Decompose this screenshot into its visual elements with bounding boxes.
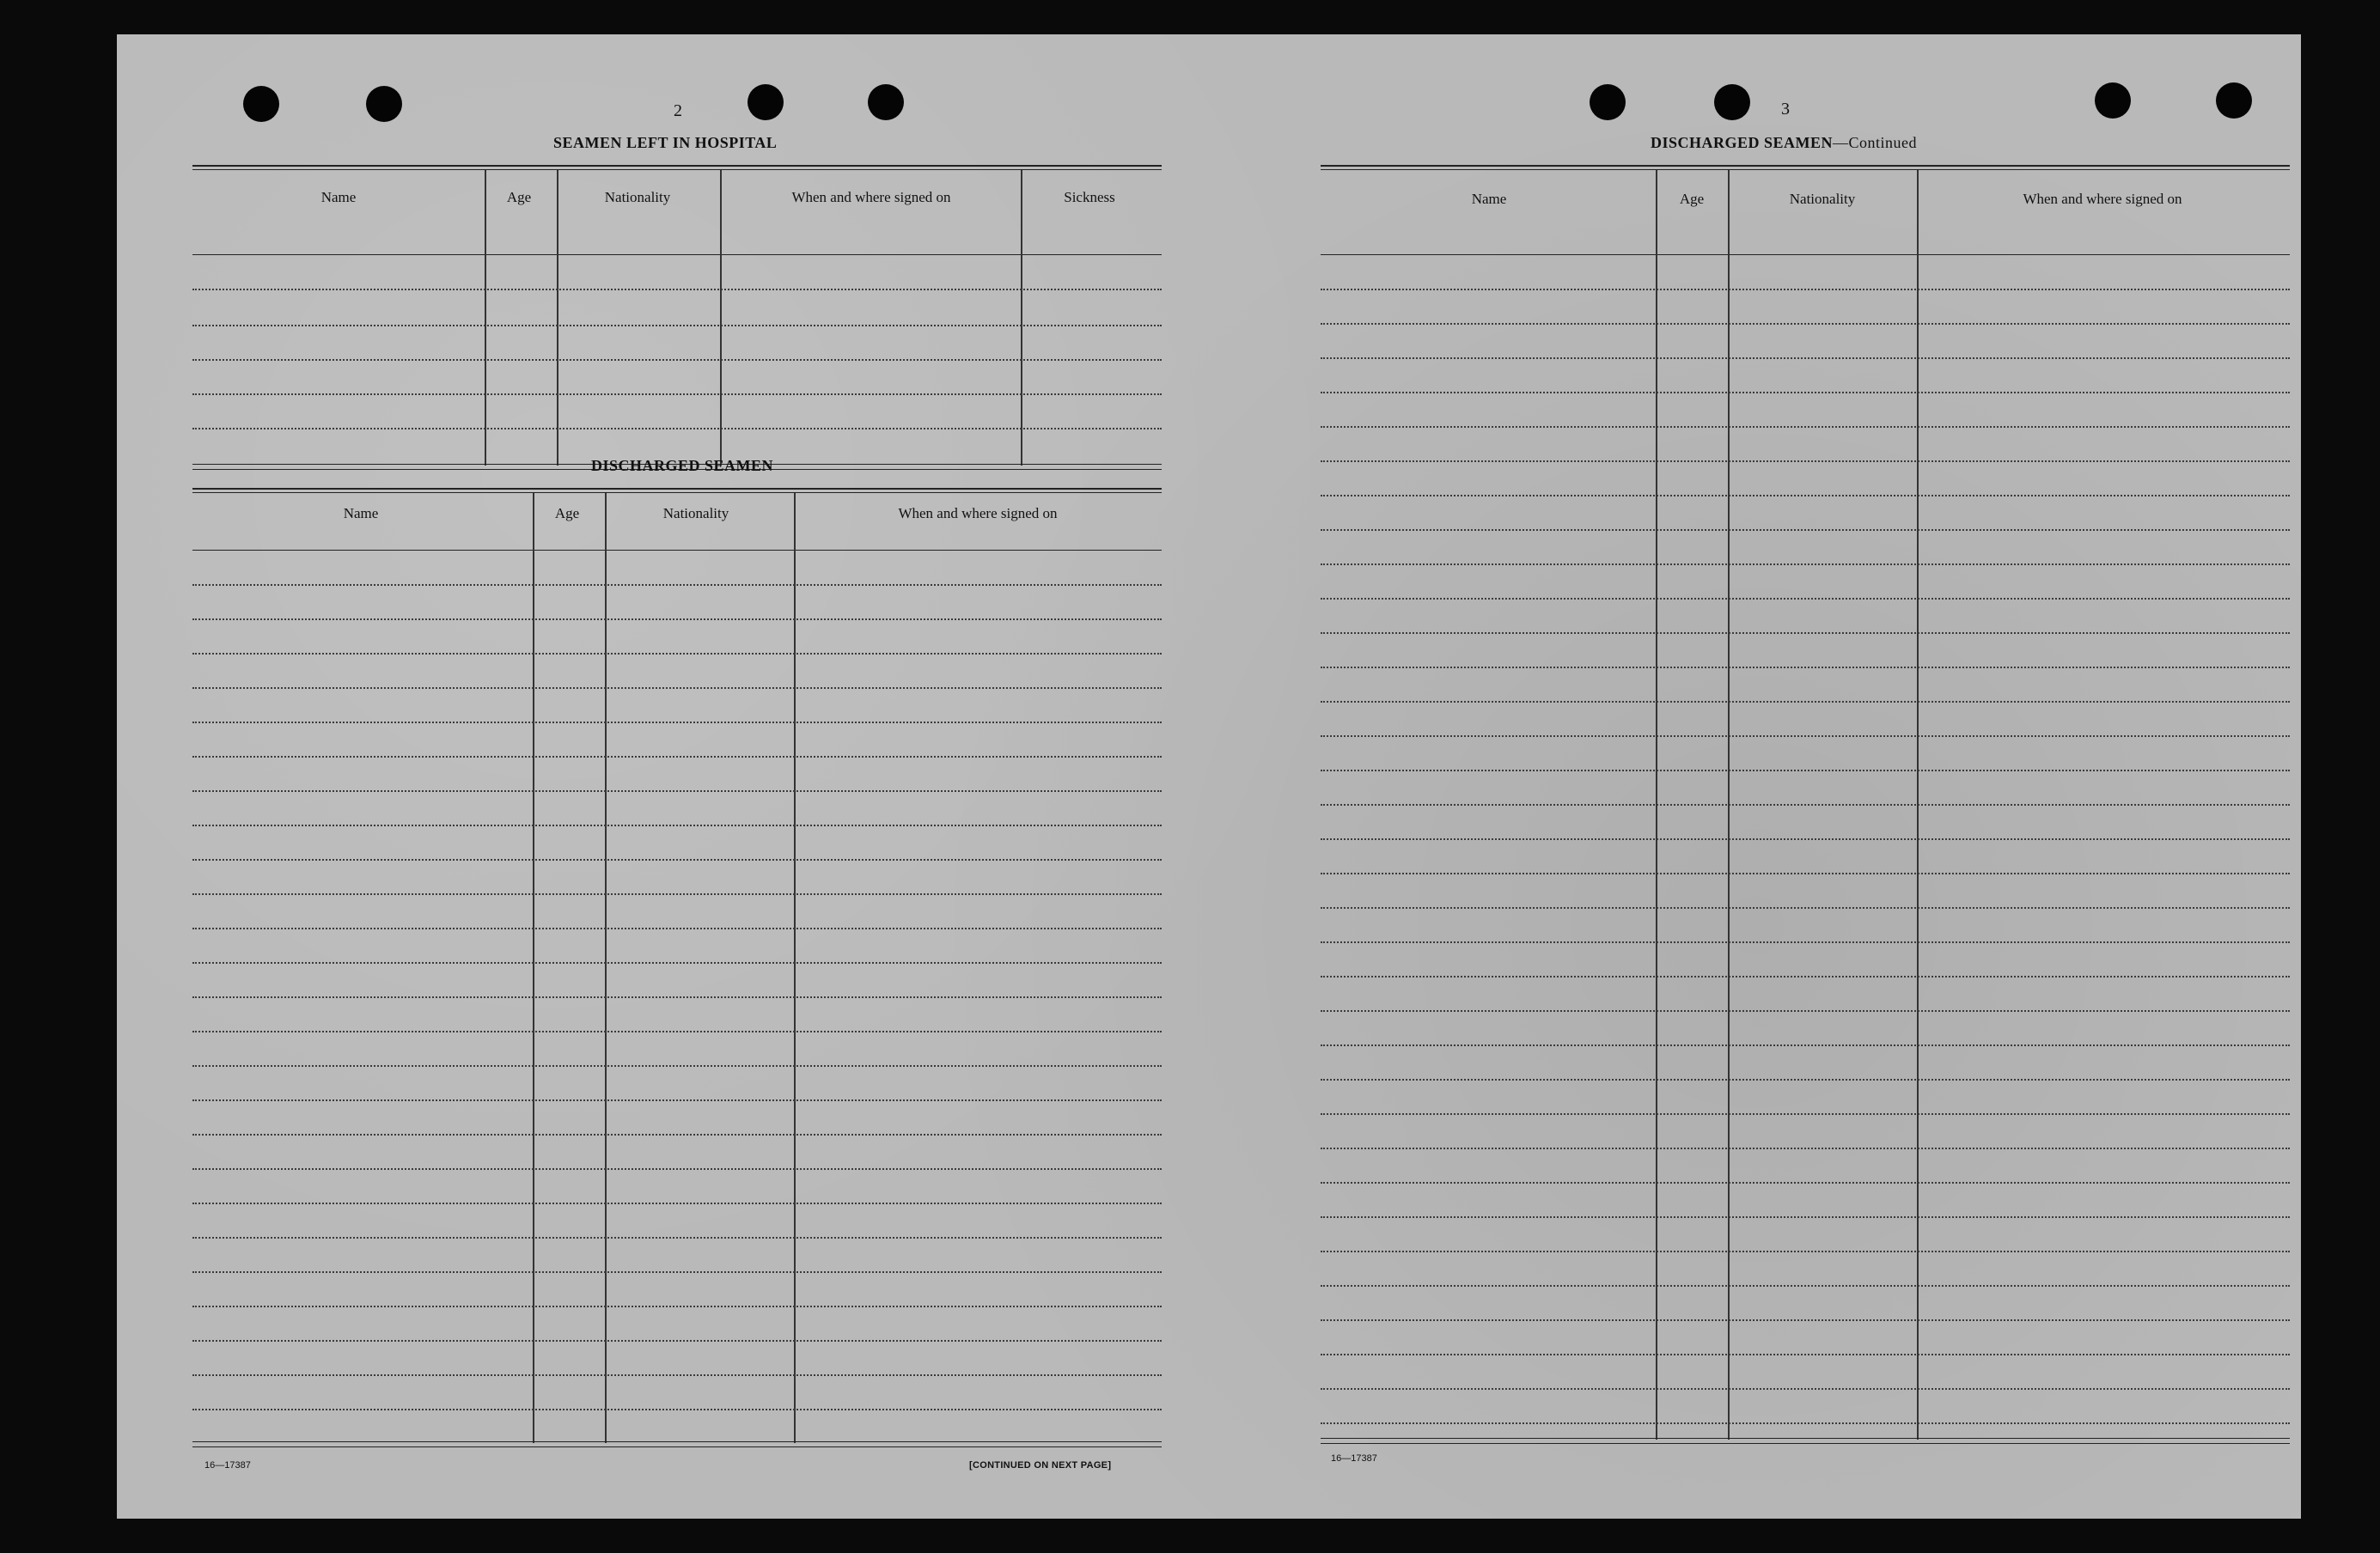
table-row xyxy=(192,653,1162,655)
header-rule xyxy=(192,254,1162,255)
table-row xyxy=(1321,563,2290,565)
table-row xyxy=(1321,632,2290,634)
table-row xyxy=(192,790,1162,792)
punch-hole xyxy=(2216,82,2252,119)
table-row xyxy=(1321,701,2290,703)
table-row xyxy=(192,1271,1162,1273)
column-header-name: Name xyxy=(343,505,379,521)
table-row xyxy=(1321,838,2290,840)
column-divider xyxy=(720,170,722,466)
table-row xyxy=(1321,1251,2290,1252)
table-row xyxy=(192,1168,1162,1170)
table-bottom-rule xyxy=(192,1446,1162,1447)
table-top-rule xyxy=(1321,165,2290,167)
column-header-nationality: Nationality xyxy=(604,189,671,205)
table-row xyxy=(1321,1182,2290,1184)
page-number: 2 xyxy=(674,101,682,120)
table-row xyxy=(192,1340,1162,1342)
table-row xyxy=(1321,357,2290,359)
table-row xyxy=(192,687,1162,689)
table-row xyxy=(192,928,1162,929)
table-row xyxy=(1321,873,2290,874)
header-rule xyxy=(192,550,1162,551)
column-divider xyxy=(557,170,558,466)
table-row xyxy=(1321,495,2290,496)
table-row xyxy=(192,1374,1162,1376)
table-row xyxy=(1321,1388,2290,1390)
table-row xyxy=(192,825,1162,826)
table-row xyxy=(1321,735,2290,737)
table-bottom-rule xyxy=(192,1441,1162,1442)
punch-hole xyxy=(1590,84,1626,120)
table-row xyxy=(192,1409,1162,1410)
table-row xyxy=(1321,529,2290,531)
table-row xyxy=(1321,1216,2290,1218)
column-header-age: Age xyxy=(554,505,580,521)
continued-note: [CONTINUED ON NEXT PAGE] xyxy=(969,1460,1112,1471)
table-top-rule xyxy=(192,492,1162,493)
table-bottom-rule xyxy=(1321,1443,2290,1444)
punch-hole xyxy=(748,84,784,120)
table-row xyxy=(1321,667,2290,668)
hospital-table xyxy=(192,165,1162,472)
column-header-age: Age xyxy=(506,189,532,205)
table-row xyxy=(1321,1422,2290,1424)
document-sheet xyxy=(117,34,2301,1519)
table-row xyxy=(192,584,1162,586)
form-number: 16—17387 xyxy=(1331,1453,1377,1464)
table-row xyxy=(192,1306,1162,1307)
column-header-name: Name xyxy=(1471,191,1507,207)
table-row xyxy=(192,289,1162,290)
left-page xyxy=(117,34,1199,1519)
column-header-nationality: Nationality xyxy=(1789,191,1856,207)
table-row xyxy=(192,756,1162,758)
table-row xyxy=(1321,941,2290,943)
column-header-sickness: Sickness xyxy=(1064,189,1115,205)
table-row xyxy=(192,722,1162,723)
discharged-table-title: DISCHARGED SEAMEN xyxy=(591,457,774,474)
punch-hole xyxy=(2095,82,2131,119)
table-row xyxy=(1321,1148,2290,1149)
discharged-table xyxy=(192,488,1162,1452)
column-header-age: Age xyxy=(1679,191,1705,207)
table-row xyxy=(1321,1319,2290,1321)
punch-hole xyxy=(366,86,402,122)
table-row xyxy=(1321,392,2290,393)
table-top-rule xyxy=(192,165,1162,167)
table-row xyxy=(1321,976,2290,977)
table-row xyxy=(1321,770,2290,771)
table-row xyxy=(1321,1010,2290,1012)
column-divider xyxy=(794,493,796,1443)
table-top-rule xyxy=(192,169,1162,170)
table-row xyxy=(192,1031,1162,1032)
column-header-signed-on: When and where signed on xyxy=(898,505,1058,521)
table-row xyxy=(192,325,1162,326)
table-top-rule xyxy=(192,488,1162,490)
table-row xyxy=(192,1099,1162,1101)
table-row xyxy=(192,359,1162,361)
column-divider xyxy=(485,170,486,466)
table-bottom-rule xyxy=(1321,1438,2290,1439)
discharged-title-text: DISCHARGED SEAMEN xyxy=(1651,134,1834,151)
column-header-signed-on: When and where signed on xyxy=(2023,191,2182,207)
punch-hole xyxy=(243,86,279,122)
table-row xyxy=(192,1065,1162,1067)
table-row xyxy=(192,1203,1162,1204)
table-row xyxy=(192,428,1162,429)
discharged-continued-title xyxy=(1651,134,1917,152)
table-row xyxy=(192,393,1162,395)
table-row xyxy=(1321,460,2290,462)
column-divider xyxy=(1021,170,1022,466)
table-row xyxy=(1321,426,2290,428)
table-row xyxy=(1321,1079,2290,1081)
table-row xyxy=(1321,804,2290,806)
column-divider xyxy=(533,493,534,1443)
column-header-nationality: Nationality xyxy=(662,505,729,521)
punch-hole xyxy=(1714,84,1750,120)
table-row xyxy=(192,859,1162,861)
table-row xyxy=(192,962,1162,964)
table-row xyxy=(1321,1044,2290,1046)
table-row xyxy=(192,1134,1162,1136)
table-row xyxy=(1321,598,2290,600)
hospital-table-title: SEAMEN LEFT IN HOSPITAL xyxy=(553,134,778,151)
form-number: 16—17387 xyxy=(204,1460,251,1471)
column-header-signed-on: When and where signed on xyxy=(791,189,951,205)
table-row xyxy=(1321,289,2290,290)
table-top-rule xyxy=(1321,169,2290,170)
right-page xyxy=(1209,34,2301,1519)
table-row xyxy=(1321,1113,2290,1115)
table-row xyxy=(1321,1354,2290,1355)
table-row xyxy=(1321,1285,2290,1287)
table-row xyxy=(1321,907,2290,909)
discharged-continued-table xyxy=(1321,165,2290,1446)
table-row xyxy=(192,618,1162,620)
table-row xyxy=(192,893,1162,895)
column-divider xyxy=(605,493,607,1443)
page-number: 3 xyxy=(1781,100,1790,119)
continued-suffix: —Continued xyxy=(1833,134,1918,151)
header-rule xyxy=(1321,254,2290,255)
table-row xyxy=(192,996,1162,998)
punch-hole xyxy=(868,84,904,120)
column-header-name: Name xyxy=(320,189,357,205)
table-row xyxy=(1321,323,2290,325)
table-row xyxy=(192,1237,1162,1239)
